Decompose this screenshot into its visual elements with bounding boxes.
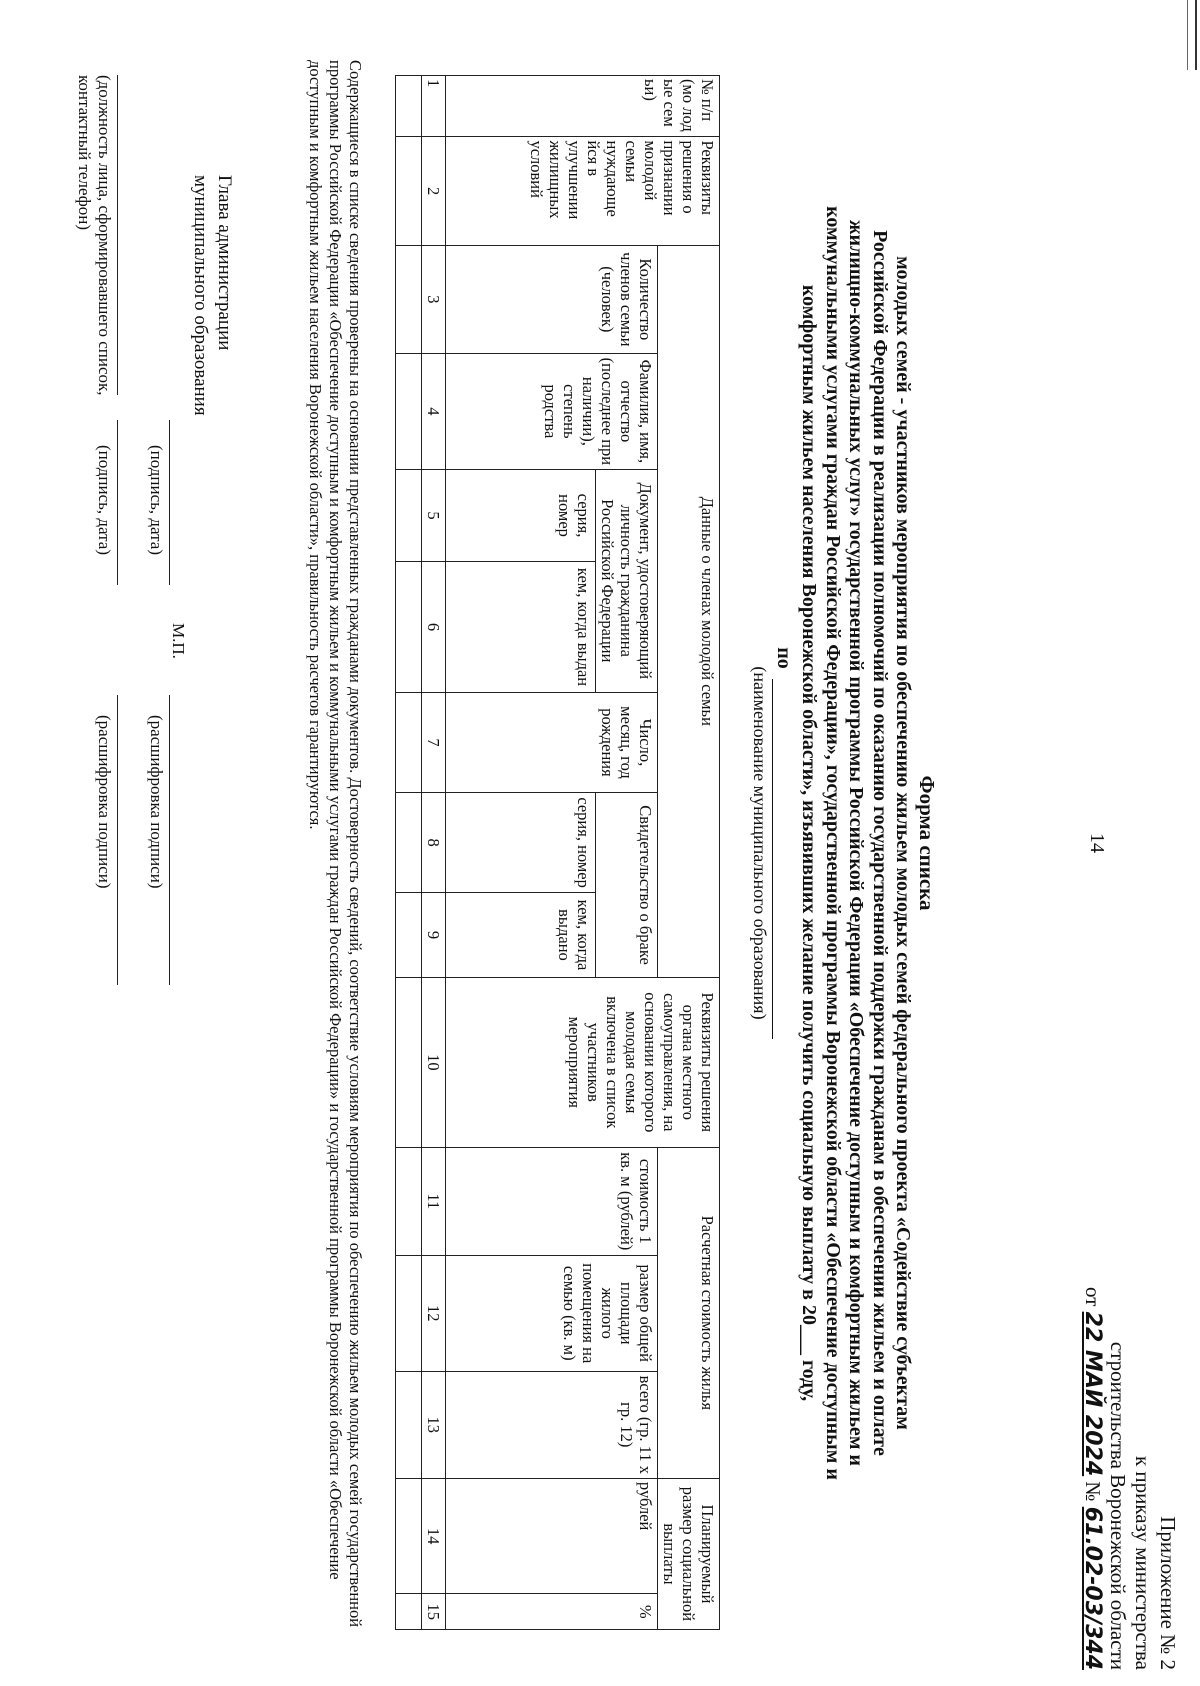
decoding-caption: (расшифровка подписи) [147,715,166,889]
signature-block [40,75,240,1635]
group-header-cost: Расчетная стоимость жилья [658,1147,720,1478]
empty-cell [396,469,422,561]
column-number: 5 [422,469,446,561]
empty-cell [396,1147,422,1255]
decoding-line [169,695,170,985]
col-header-marriage-series: серия, номер [446,793,596,893]
form-heading: Форма списка [915,775,939,911]
col-header-members-count: Количество членов семьи (человек) [446,245,658,353]
column-number: 1 [422,76,446,137]
number-label: № [1081,1481,1105,1502]
group-header-payment: Планируемый размер социальной выплаты [658,1478,720,1629]
empty-cell [396,1255,422,1371]
empty-cell [396,692,422,792]
col-header-total: всего (гр. 11 x гр. 12) [446,1371,658,1478]
title-line: жилищно-коммунальных услуг» государственной программы Российской Федерации «Обеспечение доступным и комфортным жильем и [845,220,868,1466]
appendix-date-line [1080,1190,1105,1670]
title-line: комфортным жильем населения Воронежской области», изъявивших желание получить социальную выплату в 20___ году, [798,284,821,1402]
column-number: 2 [422,137,446,245]
municipality-line [772,0,795,1686]
title-line: коммунальными услугами граждан Российской Федерации», государственной программы Воронежской области «Обеспечение доступным и [822,206,844,1480]
signature-line [117,420,118,585]
empty-cell [396,893,422,978]
empty-cell [396,977,422,1147]
col-header-area: размер общей площади жилого помещения на семью (кв. м) [446,1255,658,1371]
handwritten-date: 22 МАЙ 2024 [1080,1311,1105,1477]
col-header-rubles: рублей [446,1478,658,1593]
title-line: молодых семей - участников мероприятия по обеспечению жильем молодых семей федерального проекта «Содействие субъектам [892,256,915,1430]
date-prefix: от [1081,1287,1105,1307]
decoding-caption: (расшифровка подписи) [95,715,114,889]
po-label: по [773,647,795,669]
column-number: 7 [422,692,446,792]
column-number: 13 [422,1371,446,1478]
appendix-line: к приказу министерства [1131,1455,1155,1670]
empty-data-row [396,76,422,1630]
column-number: 14 [422,1478,446,1593]
col-header-full-name: Фамилия, имя, отчество (последнее при наличии), степень родства [446,353,658,469]
column-number: 3 [422,245,446,353]
title-line: Российской Федерации в реализации полномочий по оказанию государственной поддержки гражданам в обеспечении жильем и оплате [869,230,891,1456]
appendix-line: строительства Воронежской области [1106,1341,1130,1670]
signature-date-caption: (подпись, дата) [95,445,114,556]
column-number: 8 [422,793,446,893]
scan-edge-rule [1195,0,1197,70]
header-row-2 [596,76,658,1630]
compiler-caption: (должность лица, сформировавшего список, контактный телефон) [75,75,114,396]
column-number: 6 [422,562,446,693]
column-number: 11 [422,1147,446,1255]
empty-cell [396,76,422,137]
col-header-marriage-issued: кем, когда выдано [446,893,596,978]
empty-cell [396,1478,422,1593]
col-header-local-decision: Реквизиты решения органа местного самоуправления, на основании которого молодая семья включена в список участников мероприятия [446,977,720,1147]
compiler-line [117,75,118,395]
signature-line [169,420,170,585]
decoding-line [117,695,118,985]
verification-note: Содержащиеся в списке сведения проверены на основании представленных гражданами документов. Достоверность сведений, соответствие условиям мероприятия по обеспечению жильем молодых семей государственной программы Российской Федерации «Обеспечение доступным и комфортным жильем и коммунальными услугами граждан Российской Федерации» и государственной программы Воронежской области «Обеспечение доступным и комфортным жильем населения Воронежской области», правильность расчетов гарантируются. [306,60,365,1628]
page-number: 14 [1086,833,1108,853]
col-header-cost-per-sqm: стоимость 1 кв. м (рублей) [446,1147,658,1255]
signature-date-caption: (подпись, дата) [147,445,166,556]
appendix-header [1080,1190,1180,1670]
column-number: 15 [422,1594,446,1630]
municipality-blank [772,679,791,1039]
column-number: 9 [422,893,446,978]
col-header-number: № п/п (мо лод ые сем ьи) [446,76,720,137]
head-title-line: Глава администрации [214,175,235,351]
empty-cell [396,793,422,893]
col-header-id-series: серия, номер [446,469,596,561]
column-number: 10 [422,977,446,1147]
group-header-family-data: Данные о членах молодой семьи [658,245,720,977]
handwritten-number: 61.02-03/344 [1080,1506,1105,1670]
col-header-percent: % [446,1594,658,1630]
form-title [797,140,938,1546]
stamp-label: М.П. [169,623,188,659]
empty-cell [396,1371,422,1478]
column-number: 12 [422,1255,446,1371]
col-header-birth-date: Число, месяц, год рождения [446,692,658,792]
scan-edge-rule [1187,0,1188,70]
municipality-caption: (наименование муниципального образования) [750,666,770,1020]
head-title-line: муниципального образования [190,175,211,416]
appendix-line: Приложение № 2 [1156,1516,1180,1670]
empty-cell [396,137,422,245]
column-number-row [422,76,446,1630]
col-header-need-decision: Реквизиты решения о признании молодой семьи нуждающе йся в улучшении жилищных условий [446,137,720,245]
empty-cell [396,1594,422,1630]
empty-cell [396,562,422,693]
header-row-1 [658,76,720,1630]
group-header-identity-doc: Документ, удостоверяющий личность гражданина Российской Федерации [596,469,658,692]
col-header-id-issued: кем, когда выдан [446,562,596,693]
empty-cell [396,245,422,353]
column-number: 4 [422,353,446,469]
group-header-marriage-cert: Свидетельство о браке [596,793,658,978]
empty-cell [396,353,422,469]
family-list-table [395,75,720,1630]
